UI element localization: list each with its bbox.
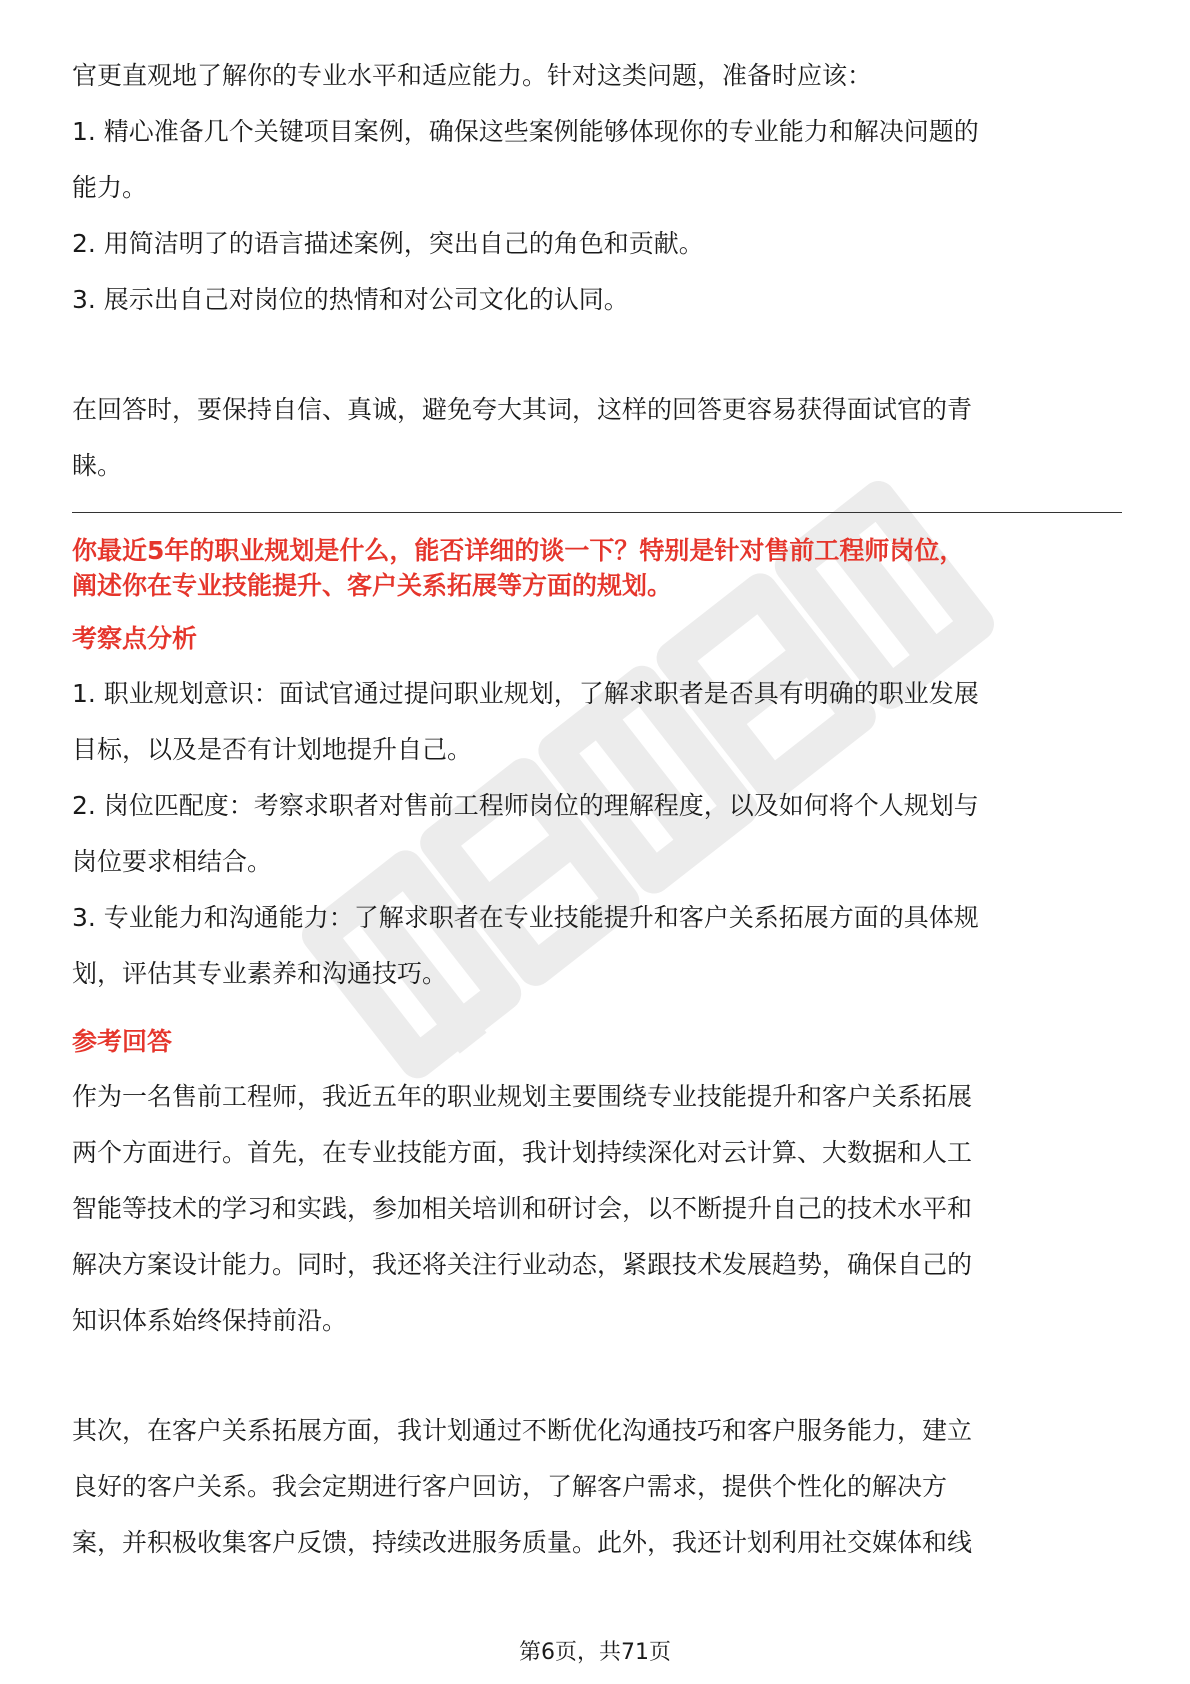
body-text-line: 在回答时，要保持自信、真诚，避免夸大其词，这样的回答更容易获得面试官的青 xyxy=(72,395,973,424)
question-line: 阐述你在专业技能提升、客户关系拓展等方面的规划。 xyxy=(72,571,673,600)
analysis-title: 考察点分析 xyxy=(72,624,198,653)
analysis-line: 1. 职业规划意识：面试官通过提问职业规划，了解求职者是否具有明确的职业发展 xyxy=(72,679,979,708)
page-number: 第6页，共71页 xyxy=(519,1640,671,1665)
paragraph-gap xyxy=(72,1349,1122,1403)
answer-line: 知识体系始终保持前沿。 xyxy=(72,1306,348,1335)
analysis-line: 目标，以及是否有计划地提升自己。 xyxy=(72,735,473,764)
analysis-line: 3. 专业能力和沟通能力：了解求职者在专业技能提升和客户关系拓展方面的具体规 xyxy=(72,903,979,932)
section-divider xyxy=(72,512,1122,513)
answer-line: 作为一名售前工程师，我近五年的职业规划主要围绕专业技能提升和客户关系拓展 xyxy=(72,1082,973,1111)
list-item-line: 能力。 xyxy=(72,173,148,202)
body-text-line: 官更直观地了解你的专业水平和适应能力。针对这类问题，准备时应该： xyxy=(72,61,873,90)
paragraph-gap xyxy=(72,328,1122,382)
answer-section xyxy=(72,1024,1122,1571)
answer-line: 良好的客户关系。我会定期进行客户回访，了解客户需求，提供个性化的解决方 xyxy=(72,1472,948,1501)
answer-line: 智能等技术的学习和实践，参加相关培训和研讨会，以不断提升自己的技术水平和 xyxy=(72,1194,973,1223)
answer-line: 两个方面进行。首先，在专业技能方面，我计划持续深化对云计算、大数据和人工 xyxy=(72,1138,973,1167)
question-heading xyxy=(72,533,1122,603)
list-item-line: 2. 用简洁明了的语言描述案例，突出自己的角色和贡献。 xyxy=(72,229,704,258)
answer-line: 解决方案设计能力。同时，我还将关注行业动态，紧跟技术发展趋势，确保自己的 xyxy=(72,1250,973,1279)
analysis-line: 2. 岗位匹配度：考察求职者对售前工程师岗位的理解程度，以及如何将个人规划与 xyxy=(72,791,979,820)
analysis-line: 划，评估其专业素养和沟通技巧。 xyxy=(72,959,448,988)
list-item-line: 3. 展示出自己对岗位的热情和对公司文化的认同。 xyxy=(72,285,629,314)
document-page xyxy=(72,48,1122,1571)
answer-line: 其次，在客户关系拓展方面，我计划通过不断优化沟通技巧和客户服务能力，建立 xyxy=(72,1416,973,1445)
question-line: 你最近5年的职业规划是什么，能否详细的谈一下？特别是针对售前工程师岗位， xyxy=(72,536,965,565)
list-item-line: 1. 精心准备几个关键项目案例，确保这些案例能够体现你的专业能力和解决问题的 xyxy=(72,117,979,146)
body-text-line: 睐。 xyxy=(72,451,123,480)
intro-section xyxy=(72,48,1122,494)
analysis-line: 岗位要求相结合。 xyxy=(72,847,273,876)
analysis-section xyxy=(72,621,1122,1002)
answer-title: 参考回答 xyxy=(72,1027,173,1056)
answer-line: 案，并积极收集客户反馈，持续改进服务质量。此外，我还计划利用社交媒体和线 xyxy=(72,1528,973,1557)
